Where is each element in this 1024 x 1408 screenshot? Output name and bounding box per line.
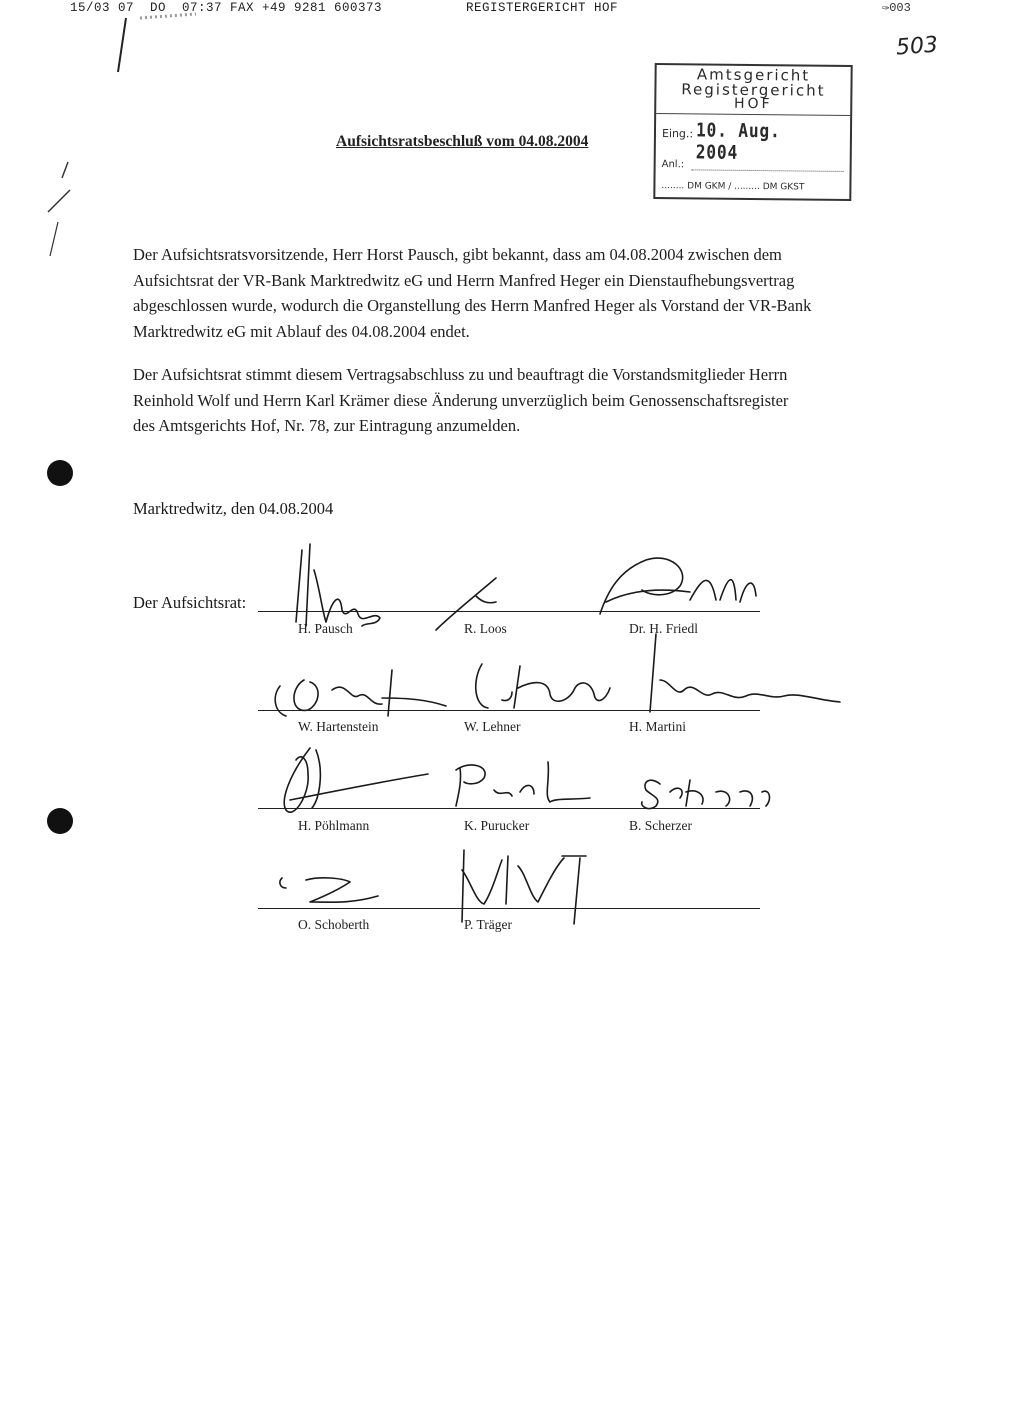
signature-hartenstein bbox=[275, 670, 446, 716]
signature-loos bbox=[436, 578, 496, 630]
signatory-name: R. Loos bbox=[464, 621, 507, 636]
signature-martini bbox=[650, 634, 840, 712]
signatory-name: W. Hartenstein bbox=[298, 719, 379, 734]
signatory-name: Dr. H. Friedl bbox=[629, 621, 698, 636]
signatory-name: B. Scherzer bbox=[629, 818, 692, 833]
punch-hole bbox=[47, 460, 73, 486]
fax-page-mark: ✑003 bbox=[882, 1, 911, 15]
punch-hole bbox=[47, 808, 73, 834]
board-label: Der Aufsichtsrat: bbox=[133, 593, 247, 612]
signatory-name: O. Schoberth bbox=[298, 917, 370, 932]
signature-poehlmann bbox=[284, 748, 428, 812]
stamp-footer: ........ DM GKM / ......... DM GKST bbox=[661, 181, 805, 193]
stamp-eing-date: 10. Aug. 2004 bbox=[695, 119, 781, 164]
handwritten-number: 503 bbox=[895, 32, 939, 61]
signatory-name: H. Martini bbox=[629, 719, 686, 734]
signature-traeger bbox=[462, 850, 586, 924]
document-title: Aufsichtsratsbeschluß vom 04.08.2004 bbox=[336, 133, 589, 150]
signatory-name: K. Purucker bbox=[464, 818, 530, 833]
signatory-name: H. Pausch bbox=[298, 621, 353, 636]
paragraph-resolution: Der Aufsichtsrat stimmt diesem Vertragsabschluss zu und beauftragt die Vorstandsmitglieder Herrn Reinhold Wolf und Herrn Karl Krämer diese Änderung unverzüglich beim Genossenschaftsregister des Amtsgerichts Hof, Nr. 78, zur Eintragung anzumelden. bbox=[133, 365, 789, 435]
stamp-anl-label: Anl.: bbox=[661, 159, 685, 171]
place-date: Marktredwitz, den 04.08.2004 bbox=[133, 499, 334, 518]
stamp-divider bbox=[656, 113, 850, 116]
stamp-eing-label: Eing.: bbox=[661, 127, 694, 141]
signature-scherzer bbox=[642, 780, 770, 809]
signatory-name: H. Pöhlmann bbox=[298, 818, 370, 833]
stamp-anl-line bbox=[692, 169, 844, 172]
handwritten-signatures bbox=[250, 530, 850, 950]
fax-sender: REGISTERGERICHT HOF bbox=[466, 1, 619, 15]
stamp-registry: Registergericht bbox=[681, 80, 826, 100]
stamp-city: HOF bbox=[733, 95, 773, 113]
scan-artifacts bbox=[0, 0, 200, 270]
signature-friedl bbox=[600, 558, 756, 614]
signature-purucker bbox=[456, 762, 590, 806]
signature-schoberth bbox=[280, 878, 378, 902]
signature-lehner bbox=[476, 664, 610, 708]
signature-pausch bbox=[296, 544, 380, 626]
received-stamp bbox=[653, 63, 852, 201]
stamp-court: Amtsgericht bbox=[696, 65, 811, 85]
signatory-name: W. Lehner bbox=[464, 719, 521, 734]
paragraph-announcement: Der Aufsichtsratsvorsitzende, Herr Horst Pausch, gibt bekannt, dass am 04.08.2004 zwischen dem Aufsichtsrat der VR-Bank Marktredwitz eG und Herrn Manfred Heger ein Dienstaufhebungsvertrag abgeschlossen wurde, wodurch die Organstellung des Herrn Manfred Heger als Vorstand der VR-Bank Marktredwitz eG mit Ablauf des 04.08.2004 endet. bbox=[133, 245, 812, 341]
signatory-name: P. Träger bbox=[464, 917, 513, 932]
fax-header: 15/03 07 DO 07:37 FAX +49 9281 600373 bbox=[70, 1, 383, 15]
